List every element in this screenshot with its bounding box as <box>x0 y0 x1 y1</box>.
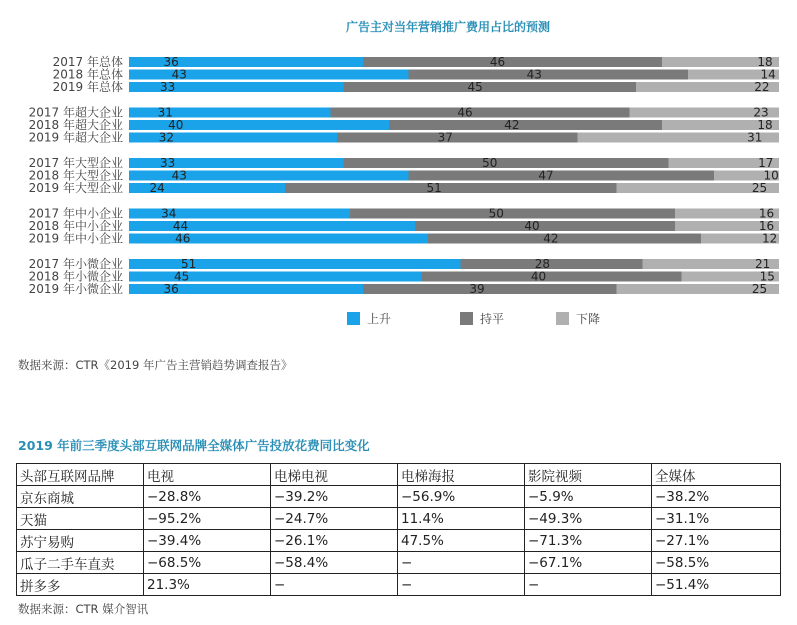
legend-swatch-上升 <box>347 312 360 325</box>
bar-segment-持平 <box>409 67 689 82</box>
bar-value-label: 24 <box>149 181 165 195</box>
table-cell: − <box>398 574 525 596</box>
row-label: 2018 年总体 <box>52 67 123 82</box>
ad-spend-table <box>16 463 781 596</box>
row-label: 2017 年总体 <box>52 55 123 69</box>
bar-value-label: 18 <box>757 118 773 132</box>
bar-segment-持平 <box>422 269 682 284</box>
bar-value-label: 40 <box>168 118 184 132</box>
bar-value-label: 45 <box>467 80 483 94</box>
row-label: 2019 年大型企业 <box>28 181 123 195</box>
legend-swatch-下降 <box>556 312 569 325</box>
table-source-note: 数据来源：CTR 媒介智讯 <box>18 602 149 616</box>
bar-value-label: 34 <box>161 206 177 221</box>
bar-segment-持平 <box>415 221 675 231</box>
table-row <box>17 552 781 574</box>
table-cell: −38.2% <box>652 486 781 508</box>
bar-value-label: 31 <box>747 130 763 145</box>
bar-value-label: 28 <box>534 257 551 271</box>
bar-segment-上升 <box>129 259 461 269</box>
bar-value-label: 22 <box>754 80 770 94</box>
bar-value-label: 36 <box>163 282 179 296</box>
table-cell: −67.1% <box>525 552 652 574</box>
row-label: 2019 年小微企业 <box>28 282 123 296</box>
bar-value-label: 15 <box>759 269 775 284</box>
row-label: 2018 年小微企业 <box>28 269 123 284</box>
bar-value-label: 25 <box>751 282 768 296</box>
bar-value-label: 17 <box>758 156 774 170</box>
bar-value-label: 12 <box>761 231 778 246</box>
bar-value-label: 33 <box>159 156 176 170</box>
bar-value-label: 32 <box>158 130 175 145</box>
bar-value-label: 51 <box>181 257 197 271</box>
bar-value-label: 18 <box>757 55 773 69</box>
bar-value-label: 44 <box>172 219 189 233</box>
table-cell: −51.4% <box>652 574 781 596</box>
table-row <box>17 530 781 552</box>
table-cell: 苏宁易购 <box>17 530 144 552</box>
bar-value-label: 46 <box>175 231 191 246</box>
bar-value-label: 43 <box>171 168 187 183</box>
bar-value-label: 36 <box>163 55 179 69</box>
bar-value-label: 37 <box>437 130 453 145</box>
table-header-row <box>17 464 781 486</box>
legend-label: 下降 <box>576 312 601 326</box>
bar-value-label: 14 <box>760 67 776 82</box>
bar-value-label: 21 <box>754 257 771 271</box>
bar-value-label: 10 <box>763 168 779 183</box>
bar-value-label: 16 <box>758 206 775 221</box>
legend-label: 上升 <box>367 312 392 326</box>
row-label: 2019 年中小企业 <box>28 231 123 246</box>
row-label: 2018 年中小企业 <box>28 219 123 233</box>
table-cell: 47.5% <box>398 530 525 552</box>
table-cell: −71.3% <box>525 530 652 552</box>
bar-value-label: 25 <box>751 181 768 195</box>
table-cell: −58.5% <box>652 552 781 574</box>
bar-value-label: 45 <box>174 269 190 284</box>
bar-value-label: 46 <box>489 55 506 69</box>
table-cell: 京东商城 <box>17 486 144 508</box>
bar-segment-持平 <box>363 57 662 67</box>
row-label: 2017 年中小企业 <box>28 206 123 221</box>
table-cell: 瓜子二手车直卖 <box>17 552 144 574</box>
table-title: 2019 年前三季度头部互联网品牌全媒体广告投放花费同比变化 <box>18 438 370 453</box>
row-label: 2017 年超大企业 <box>28 105 123 120</box>
table-cell: −27.1% <box>652 530 781 552</box>
table-header-cell: 头部互联网品牌 <box>17 464 144 486</box>
bar-value-label: 47 <box>538 168 554 183</box>
table-row <box>17 574 781 596</box>
legend-swatch-持平 <box>460 312 473 325</box>
bar-value-label: 23 <box>753 105 769 120</box>
table-cell: −28.8% <box>144 486 271 508</box>
row-label: 2017 年大型企业 <box>28 156 123 170</box>
bar-segment-持平 <box>331 105 630 120</box>
table-cell: −56.9% <box>398 486 525 508</box>
row-label: 2019 年总体 <box>52 80 123 94</box>
bar-segment-持平 <box>363 284 617 294</box>
table-row <box>17 508 781 530</box>
chart-source-note: 数据来源：CTR《2019 年广告主营销趋势调查报告》 <box>18 358 293 372</box>
row-label: 2018 年超大企业 <box>28 118 123 132</box>
row-label: 2017 年小微企业 <box>28 257 123 271</box>
table-cell: −58.4% <box>271 552 398 574</box>
table-header-cell: 电梯电视 <box>271 464 398 486</box>
table-cell: −24.7% <box>271 508 398 530</box>
bar-value-label: 50 <box>488 206 504 221</box>
bar-value-label: 40 <box>524 219 540 233</box>
bar-value-label: 50 <box>482 156 498 170</box>
table-cell: 拼多多 <box>17 574 144 596</box>
bar-value-label: 16 <box>758 219 775 233</box>
table-cell: − <box>398 552 525 574</box>
table-cell: −39.2% <box>271 486 398 508</box>
bars-group <box>29 54 779 296</box>
legend <box>347 311 600 326</box>
bar-value-label: 51 <box>426 181 442 195</box>
table-header-cell: 电视 <box>144 464 271 486</box>
bar-value-label: 43 <box>171 67 187 82</box>
bar-value-label: 42 <box>504 118 520 132</box>
bar-value-label: 46 <box>457 105 473 120</box>
table-row <box>17 486 781 508</box>
table-cell: − <box>525 574 652 596</box>
bar-segment-持平 <box>461 259 643 269</box>
table-cell: −31.1% <box>652 508 781 530</box>
bar-segment-持平 <box>344 82 637 92</box>
bar-segment-持平 <box>344 158 669 168</box>
bar-value-label: 40 <box>530 269 547 284</box>
legend-label: 持平 <box>480 312 505 326</box>
bar-segment-上升 <box>129 231 428 246</box>
table-cell: −26.1% <box>271 530 398 552</box>
bar-segment-持平 <box>337 130 578 145</box>
table-cell: −68.5% <box>144 552 271 574</box>
table-cell: −39.4% <box>144 530 271 552</box>
row-label: 2018 年大型企业 <box>28 168 123 183</box>
bar-segment-持平 <box>389 120 662 130</box>
bar-value-label: 39 <box>469 282 485 296</box>
bar-value-label: 42 <box>543 231 559 246</box>
table-cell: −49.3% <box>525 508 652 530</box>
chart-title: 广告主对当年营销推广费用占比的预测 <box>345 20 551 34</box>
table-cell: −95.2% <box>144 508 271 530</box>
bar-segment-持平 <box>409 168 715 183</box>
row-label: 2019 年超大企业 <box>28 130 123 145</box>
table-cell: 21.3% <box>144 574 271 596</box>
bar-segment-持平 <box>350 206 675 221</box>
bar-segment-持平 <box>428 231 701 246</box>
table-cell: −5.9% <box>525 486 652 508</box>
table-header-cell: 全媒体 <box>652 464 781 486</box>
bar-value-label: 31 <box>157 105 173 120</box>
table-cell: 天猫 <box>17 508 144 530</box>
table-header-cell: 电梯海报 <box>398 464 525 486</box>
bar-segment-持平 <box>285 183 617 193</box>
table-header-cell: 影院视频 <box>525 464 652 486</box>
bar-value-label: 43 <box>526 67 542 82</box>
table-cell: − <box>271 574 398 596</box>
bar-value-label: 33 <box>159 80 176 94</box>
bar-segment-上升 <box>129 269 422 284</box>
table-cell: 11.4% <box>398 508 525 530</box>
